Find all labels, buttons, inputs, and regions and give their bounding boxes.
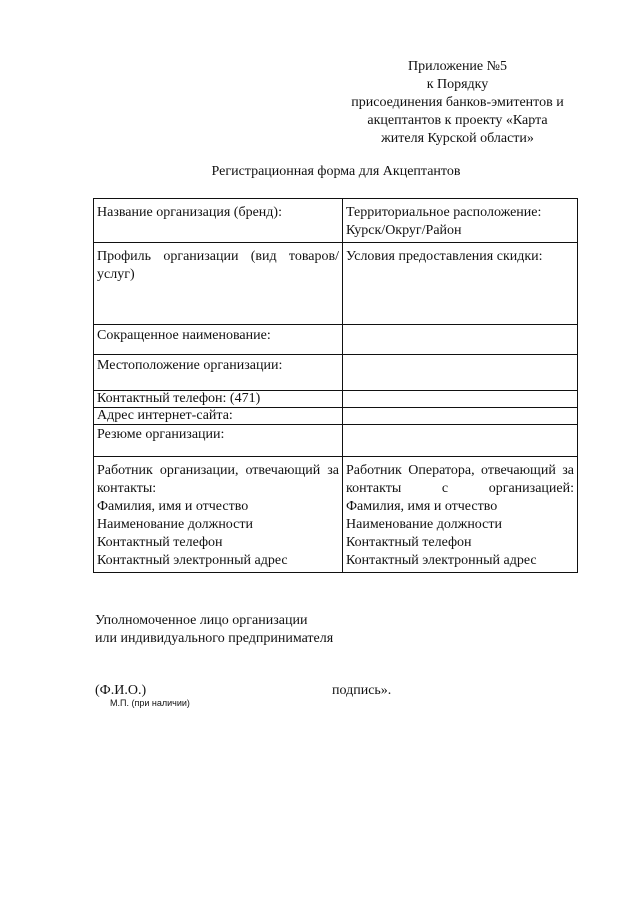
org-contact-field: Контактный электронный адрес <box>97 553 288 568</box>
form-title: Регистрационная форма для Акцептантов <box>211 164 461 179</box>
signature-label: подпись». <box>332 683 392 698</box>
operator-contact-field: Наименование должности <box>346 517 502 532</box>
profile-cell[interactable] <box>94 243 343 325</box>
authorized-person-line: или индивидуального предпринимателя <box>95 631 334 646</box>
appendix-line: к Порядку <box>426 77 489 92</box>
website-label: Адрес интернет-сайта: <box>97 408 233 423</box>
profile-label: Профиль организации (вид товаров/услуг) <box>97 249 339 282</box>
short-name-label: Сокращенное наименование: <box>97 328 271 343</box>
org-contact-field: Наименование должности <box>97 517 253 532</box>
appendix-line: жителя Курской области» <box>381 131 534 146</box>
discount-terms-label: Условия предоставления скидки: <box>346 249 543 264</box>
authorized-person-block <box>95 612 333 648</box>
table-row <box>94 199 578 243</box>
website-value[interactable] <box>343 408 578 425</box>
short-name-cell <box>94 325 343 355</box>
summary-value[interactable] <box>343 425 578 457</box>
org-contact-field: Контактный телефон <box>97 535 223 550</box>
org-contact-heading: Работник организации, отвечающий за контакты: <box>97 463 339 496</box>
table-row <box>94 408 578 425</box>
operator-contact-field: Фамилия, имя и отчество <box>346 499 498 514</box>
short-name-value[interactable] <box>343 325 578 355</box>
operator-contact-heading: Работник Оператора, отвечающий за контакты с организацией: <box>346 463 574 496</box>
brand-name-label: Название организация (бренд): <box>97 205 282 220</box>
authorized-person-line: Уполномоченное лицо организации <box>95 613 308 628</box>
fio-label: (Ф.И.О.) <box>95 683 147 698</box>
operator-contact-cell[interactable] <box>343 457 578 573</box>
table-row <box>94 457 578 573</box>
appendix-line: присоединения банков-эмитентов и <box>351 95 564 110</box>
location-cell <box>94 355 343 391</box>
appendix-header <box>330 58 585 148</box>
appendix-line: акцептантов к проекту «Карта <box>367 113 548 128</box>
phone-cell <box>94 391 343 408</box>
summary-cell <box>94 425 343 457</box>
brand-name-cell[interactable] <box>94 199 343 243</box>
table-row <box>94 325 578 355</box>
appendix-title: Приложение №5 <box>408 59 507 74</box>
org-contact-field: Фамилия, имя и отчество <box>97 499 249 514</box>
registration-form-table <box>93 198 578 573</box>
location-value[interactable] <box>343 355 578 391</box>
website-cell <box>94 408 343 425</box>
operator-contact-field: Контактный телефон <box>346 535 472 550</box>
discount-terms-cell[interactable] <box>343 243 578 325</box>
phone-label: Контактный телефон: (471) <box>97 391 261 406</box>
table-row <box>94 355 578 391</box>
territory-label: Территориальное расположение: Курск/Округ/Район <box>346 205 542 238</box>
table-row <box>94 243 578 325</box>
seal-note: М.П. (при наличии) <box>110 698 190 708</box>
operator-contact-field: Контактный электронный адрес <box>346 553 537 568</box>
org-contact-cell[interactable] <box>94 457 343 573</box>
table-row <box>94 391 578 408</box>
table-row <box>94 425 578 457</box>
location-label: Местоположение организации: <box>97 358 283 373</box>
territory-cell[interactable] <box>343 199 578 243</box>
summary-label: Резюме организации: <box>97 427 225 442</box>
phone-value[interactable] <box>343 391 578 408</box>
